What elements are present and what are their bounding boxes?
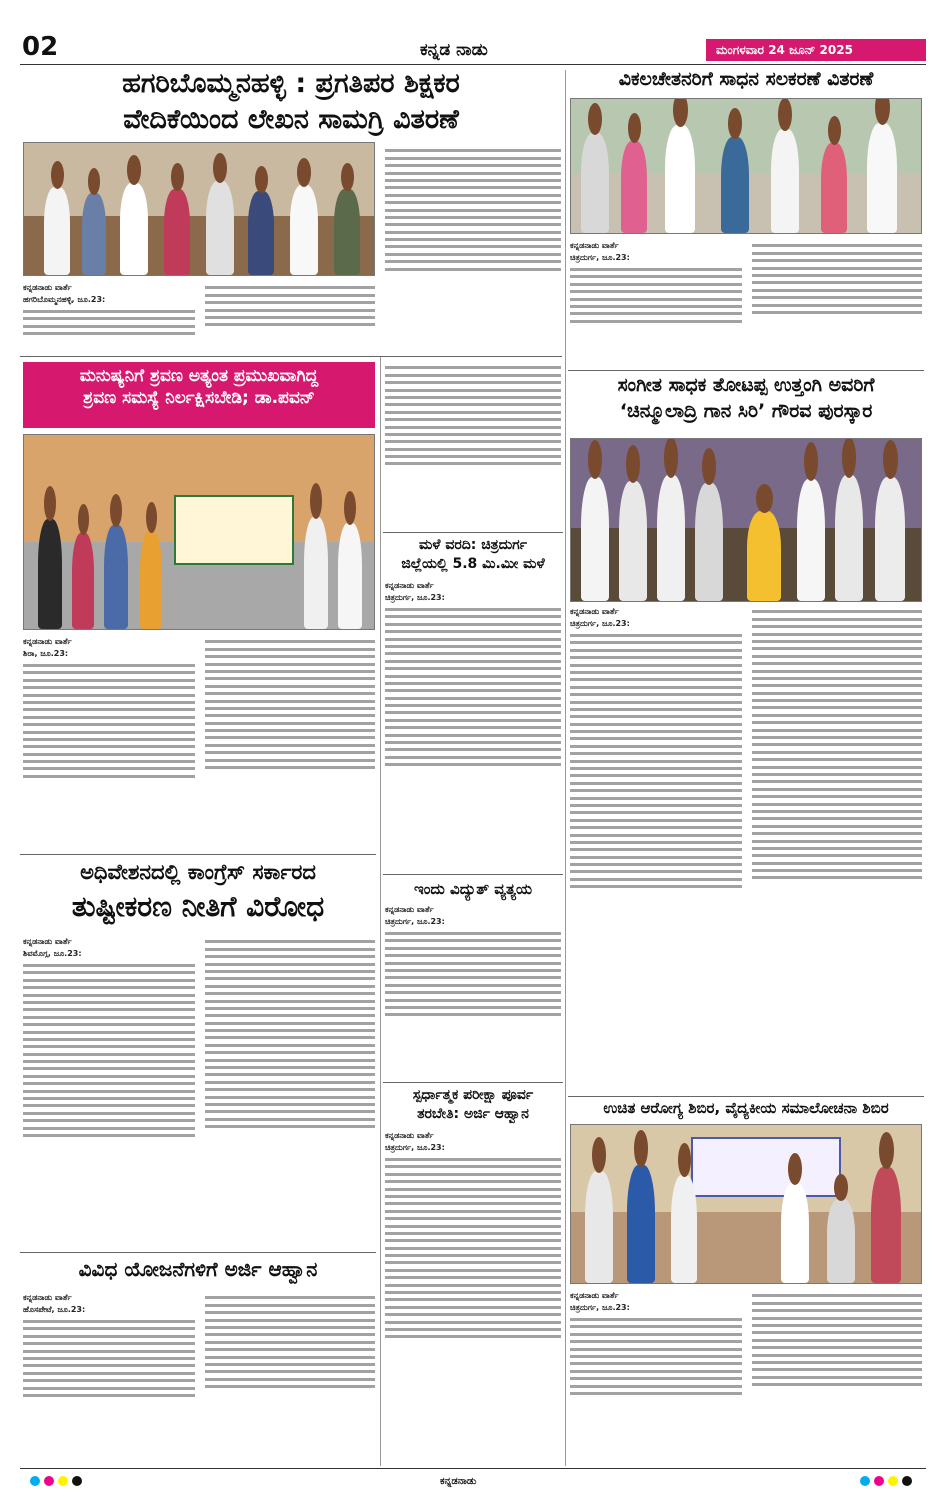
registration-mark bbox=[888, 1476, 898, 1486]
article8-headline: ಉಚಿತ ಆರೋಗ್ಯ ಶಿಬಿರ, ವೈದ್ಯಕೀಯ ಸಮಾಲೋಚನಾ ಶಿಬಿರ bbox=[603, 1099, 889, 1117]
article10-headline: ವಿವಿಧ ಯೋಜನೆಗಳಿಗೆ ಅರ್ಜಿ ಆಹ್ವಾನ bbox=[78, 1257, 318, 1281]
article1-body-col3 bbox=[385, 145, 561, 353]
page-header bbox=[0, 0, 945, 64]
article4-dateline: ಚಿತ್ರದುರ್ಗ, ಜೂ.23: bbox=[570, 618, 630, 628]
article-divider bbox=[383, 532, 563, 533]
article5-byline: ಕನ್ನಡನಾಡು ವಾರ್ತೆ bbox=[385, 581, 434, 590]
article2-byline: ಕನ್ನಡನಾಡು ವಾರ್ತೆ bbox=[570, 241, 619, 250]
page-number: 02 bbox=[22, 32, 59, 62]
article7-body bbox=[385, 904, 561, 1078]
article-divider bbox=[383, 1082, 563, 1083]
article8-body-col2 bbox=[752, 1290, 922, 1464]
article5-body bbox=[385, 580, 561, 870]
article3-headline-banner bbox=[23, 362, 375, 428]
article8-photo bbox=[570, 1124, 922, 1284]
article9-headline-line1: ಸ್ಪರ್ಧಾತ್ಮಕ ಪರೀಕ್ಷಾ ಪೂರ್ವ bbox=[412, 1087, 534, 1103]
article3-body-col2 bbox=[205, 636, 375, 850]
article6-headline-line2: ತುಷ್ಟೀಕರಣ ನೀತಿಗೆ ವಿರೋಧ bbox=[71, 890, 325, 923]
footer-rule bbox=[20, 1468, 926, 1469]
article6-dateline: ಶಿವಮೊಗ್ಗ, ಜೂ.23: bbox=[23, 948, 82, 958]
paper-name: ಕನ್ನಡ ನಾಡು bbox=[420, 40, 488, 60]
article8-body-col1 bbox=[570, 1290, 742, 1464]
article3-dateline: ಶಿರಾ, ಜೂ.23: bbox=[23, 648, 69, 658]
article2-body-col1 bbox=[570, 240, 742, 368]
article1-body-col1 bbox=[23, 282, 195, 354]
registration-mark bbox=[30, 1476, 40, 1486]
article6-byline: ಕನ್ನಡನಾಡು ವಾರ್ತೆ bbox=[23, 937, 72, 946]
article-divider bbox=[568, 1096, 924, 1097]
registration-mark bbox=[58, 1476, 68, 1486]
article10-byline: ಕನ್ನಡನಾಡು ವಾರ್ತೆ bbox=[23, 1293, 72, 1302]
article1-continued bbox=[385, 362, 561, 530]
article4-body-col1 bbox=[570, 606, 742, 1094]
article5-headline-line1: ಮಳೆ ವರದಿ: ಚಿತ್ರದುರ್ಗ bbox=[419, 537, 527, 553]
article7-headline: ಇಂದು ವಿದ್ಯುತ್ ವ್ಯತ್ಯಯ bbox=[413, 880, 533, 898]
article5-headline-line2: ಜಿಲ್ಲೆಯಲ್ಲಿ 5.8 ಮಿ.ಮೀ ಮಳೆ bbox=[401, 556, 545, 572]
article2-dateline: ಚಿತ್ರದುರ್ಗ, ಜೂ.23: bbox=[570, 252, 630, 262]
article2-photo bbox=[570, 98, 922, 234]
article1-headline-line1: ಹಗರಿಬೊಮ್ಮನಹಳ್ಳಿ : ಪ್ರಗತಿಪರ ಶಿಕ್ಷಕರ bbox=[122, 68, 460, 99]
registration-mark bbox=[902, 1476, 912, 1486]
article-divider bbox=[20, 356, 562, 357]
article7-byline: ಕನ್ನಡನಾಡು ವಾರ್ತೆ bbox=[385, 905, 434, 914]
article10-dateline: ಹೊಸಪೇಟೆ, ಜೂ.23: bbox=[23, 1304, 86, 1314]
article-divider bbox=[20, 1252, 376, 1253]
article1-byline: ಕನ್ನಡನಾಡು ವಾರ್ತೆ bbox=[23, 283, 72, 292]
article3-byline: ಕನ್ನಡನಾಡು ವಾರ್ತೆ bbox=[23, 637, 72, 646]
article3-headline-line2: ಶ್ರವಣ ಸಮಸ್ಯೆ ನಿರ್ಲಕ್ಷಿಸಬೇಡಿ; ಡಾ.ಪವನ್ bbox=[83, 388, 315, 409]
article-divider bbox=[383, 874, 563, 875]
registration-mark bbox=[72, 1476, 82, 1486]
article1-photo bbox=[23, 142, 375, 276]
article-divider bbox=[20, 854, 376, 855]
article2-body-col2 bbox=[752, 240, 922, 368]
article1-dateline: ಹಗರಿಬೊಮ್ಮನಹಳ್ಳಿ, ಜೂ.23: bbox=[23, 294, 106, 304]
article3-body-col1 bbox=[23, 636, 195, 850]
column-rule bbox=[565, 70, 566, 1466]
header-rule bbox=[20, 64, 926, 65]
article6-body-col2 bbox=[205, 936, 375, 1248]
article3-headline-line1: ಮನುಷ್ಯನಿಗೆ ಶ್ರವಣ ಅತ್ಯಂತ ಪ್ರಮುಖವಾಗಿದ್ದ bbox=[79, 366, 319, 386]
article8-dateline: ಚಿತ್ರದುರ್ಗ, ಜೂ.23: bbox=[570, 1302, 630, 1312]
article4-headline-line1: ಸಂಗೀತ ಸಾಧಕ ತೋಟಪ್ಪ ಉತ್ತಂಗಿ ಅವರಿಗೆ bbox=[617, 374, 875, 396]
article4-photo bbox=[570, 438, 922, 602]
article9-headline-line2: ತರಬೇತಿ: ಅರ್ಜಿ ಆಹ್ವಾನ bbox=[417, 1106, 529, 1122]
registration-mark bbox=[860, 1476, 870, 1486]
article8-byline: ಕನ್ನಡನಾಡು ವಾರ್ತೆ bbox=[570, 1291, 619, 1300]
article1-body-col2 bbox=[205, 282, 375, 354]
article10-body-col2 bbox=[205, 1292, 375, 1464]
article-divider bbox=[568, 370, 924, 371]
article4-headline-line2: ‘ಚಿನ್ಮೂಲಾದ್ರಿ ಗಾನ ಸಿರಿ’ ಗೌರವ ಪುರಸ್ಕಾರ bbox=[619, 400, 873, 422]
date-bar: ಮಂಗಳವಾರ 24 ಜೂನ್ 2025 bbox=[706, 39, 926, 61]
article9-dateline: ಚಿತ್ರದುರ್ಗ, ಜೂ.23: bbox=[385, 1142, 445, 1152]
article1-headline-line2: ವೇದಿಕೆಯಿಂದ ಲೇಖನ ಸಾಮಗ್ರಿ ವಿತರಣೆ bbox=[123, 104, 459, 135]
article7-dateline: ಚಿತ್ರದುರ್ಗ, ಜೂ.23: bbox=[385, 916, 445, 926]
registration-mark bbox=[874, 1476, 884, 1486]
article4-byline: ಕನ್ನಡನಾಡು ವಾರ್ತೆ bbox=[570, 607, 619, 616]
article3-photo bbox=[23, 434, 375, 630]
article6-body-col1 bbox=[23, 936, 195, 1248]
article9-byline: ಕನ್ನಡನಾಡು ವಾರ್ತೆ bbox=[385, 1131, 434, 1140]
article4-body-col2 bbox=[752, 606, 922, 1094]
article6-headline-line1: ಅಧಿವೇಶನದಲ್ಲಿ ಕಾಂಗ್ರೆಸ್ ಸರ್ಕಾರದ bbox=[80, 860, 316, 884]
column-rule bbox=[380, 356, 381, 1466]
article2-headline: ವಿಕಲಚೇತನರಿಗೆ ಸಾಧನ ಸಲಕರಣೆ ವಿತರಣೆ bbox=[618, 68, 874, 90]
footer-site: ಕನ್ನಡನಾಡು bbox=[440, 1476, 477, 1487]
article10-body-col1 bbox=[23, 1292, 195, 1464]
article5-dateline: ಚಿತ್ರದುರ್ಗ, ಜೂ.23: bbox=[385, 592, 445, 602]
registration-mark bbox=[44, 1476, 54, 1486]
article9-body bbox=[385, 1130, 561, 1464]
